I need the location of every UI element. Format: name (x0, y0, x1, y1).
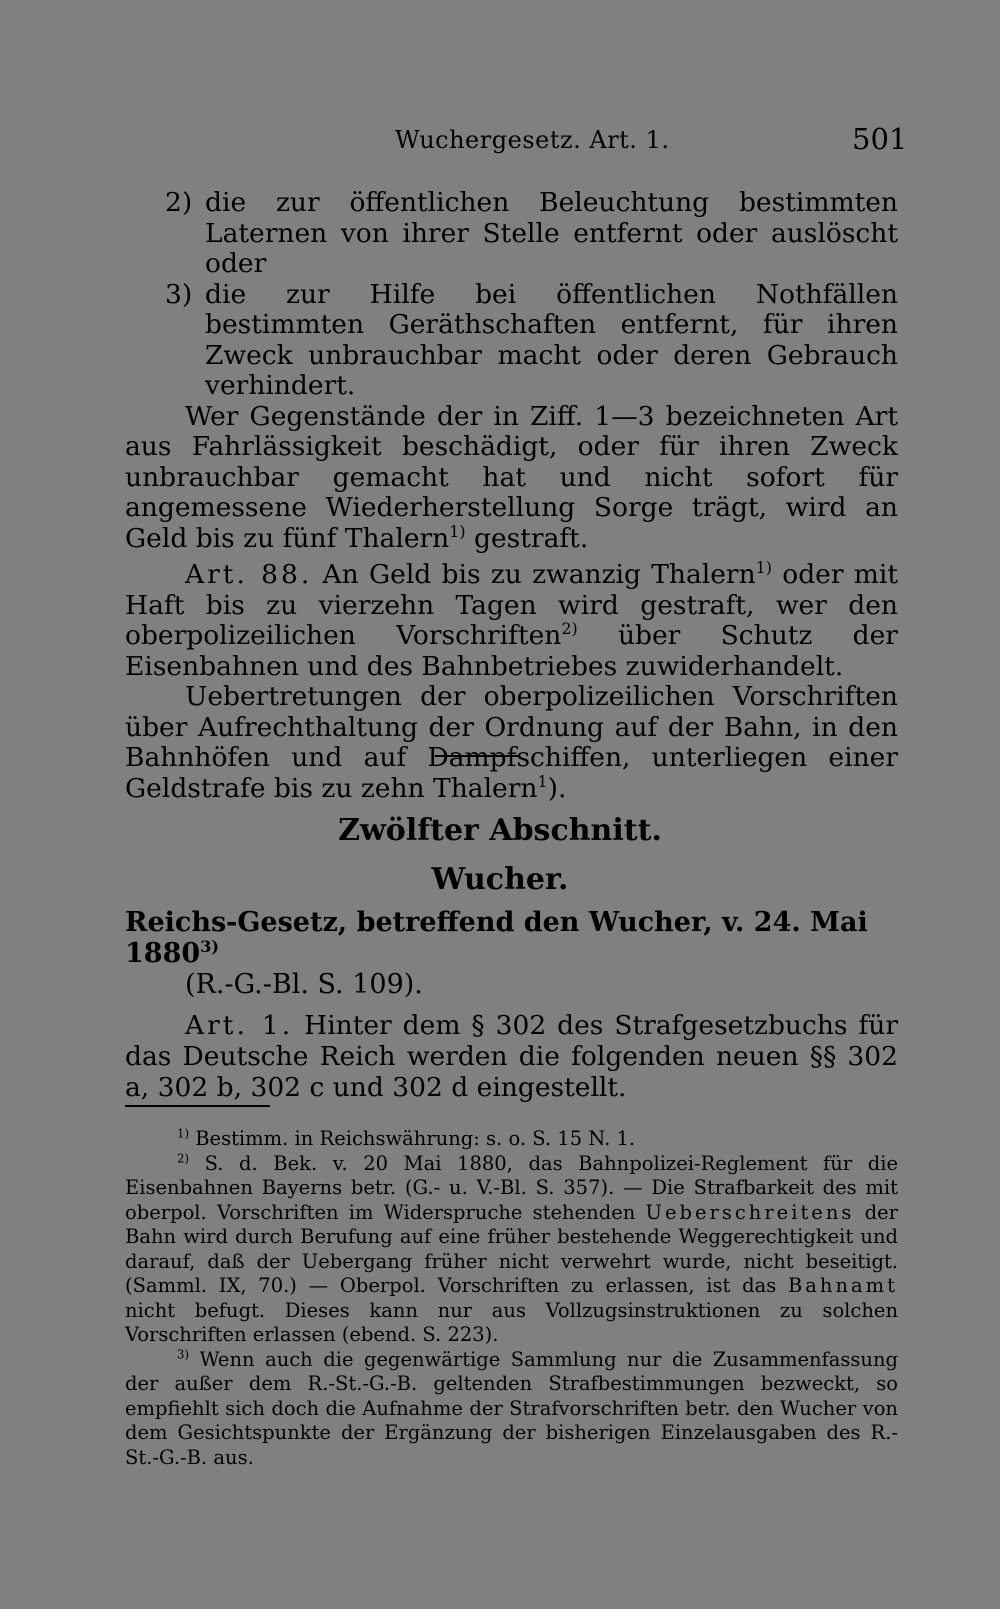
footnote-ref: 3) (200, 937, 220, 956)
footnote-ref: 1 (537, 771, 548, 791)
item-number: 2) (165, 187, 193, 218)
paragraph-transgressions (125, 682, 898, 804)
footnote-2 (125, 1152, 898, 1348)
paragraph-text-end: gestraft. (465, 522, 589, 554)
footnote-text: Bestimm. in Reichswährung: s. o. S. 15 N. 1. (195, 1127, 636, 1150)
paragraph-text: oder mit Haft bis zu vierzehn Tagen wird gestraft, wer den oberpolizeilichen Vorschriften (125, 559, 899, 651)
paragraph-negligence (125, 402, 898, 555)
paragraph-art1 (125, 1010, 898, 1103)
footnote-1 (125, 1127, 898, 1152)
footnote-mark: 3) (177, 1347, 189, 1361)
law-title-text: Reichs-Gesetz, betreffend den Wucher, v. 24. Mai 1880 (125, 907, 868, 969)
running-head: Wuchergesetz. Art. 1. (395, 126, 670, 154)
footnote-text: Wenn auch die gegenwärtige Sammlung nur die Zusammenfassung der außer dem R.-St.-G.-B. geltenden Strafbestimmungen bezweckt, so empfiehlt sich doch die Aufnahme der Strafvorschriften betr. den Wucher von dem Gesichtspunkte der Ergänzung der bisherigen Einzelausgaben des R.-St.-G.-B. aus. (125, 1347, 898, 1469)
law-source: (R.-G.-Bl. S. 109). (185, 969, 423, 1000)
footnote-emphasis: Ueberschreitens (645, 1200, 855, 1224)
footnote-text: nicht befugt. Dieses kann nur aus Vollzugsinstruktionen zu solchen Vorschriften erlassen (ebend. S. 223). (125, 1298, 898, 1346)
paragraph-text: Hinter dem § 302 des Strafgesetzbuchs für das Deutsche Reich werden die folgenden neuen §§ 302 a, 302 b, 302 c und 302 d eingestellt. (125, 1009, 898, 1103)
footnote-text: S. d. Bek. v. 20 Mai 1880, das Bahnpolizei-Reglement für die Eisenbahnen Bayerns betr. (G.- u. V.-Bl. S. 357). — Die Strafbarkeit des mit oberpol. Vorschriften im Widerspruche stehenden (125, 1151, 898, 1224)
footnote-ref: 2) (561, 619, 578, 639)
item-number: 3) (165, 278, 193, 310)
paragraph-text: Wer Gegenstände der in Ziff. 1—3 bezeichneten Art aus Fahrlässigkeit beschädigt, oder für ihren Zweck unbrauchbar gemacht hat und nicht sofort für angemessene Wiederherstellung Sorge trägt, wird an Geld bis zu fünf Thalern (125, 400, 898, 554)
article-label: Art. 1. (185, 1009, 294, 1041)
footnote-mark: 2) (177, 1151, 189, 1165)
footnote-ref: 1) (449, 521, 466, 541)
section-subtitle: Wucher. (431, 862, 569, 897)
footnotes (125, 1127, 898, 1470)
paragraph-text: An Geld bis zu zwanzig Thalern (312, 559, 756, 590)
article-label: Art. 88. (185, 559, 313, 590)
section-title: Zwölfter Abschnitt. (338, 813, 662, 848)
paragraph-text: Uebertretungen der oberpolizeilichen Vorschriften über Aufrechthaltung der Ordnung auf der Bahn, in den Bahnhöfen und auf Dampfschiffen, unterliegen einer Geldstrafe bis zu zehn Thalern (125, 681, 898, 804)
main-text (125, 188, 898, 804)
item-text: die zur öffentlichen Beleuchtung bestimmten Laternen von ihrer Stelle entfernt oder auslöscht oder (205, 187, 898, 279)
list-item-3 (125, 280, 898, 402)
list-item-2 (125, 188, 898, 280)
paragraph-text-end: ). (547, 772, 567, 804)
footnote-mark: 1) (177, 1126, 189, 1141)
footnote-ref: 1) (755, 558, 772, 578)
page-number: 501 (852, 122, 908, 156)
footnote-rule (125, 1105, 270, 1107)
law-title (125, 907, 898, 1000)
footnote-emphasis: Bahnamt (787, 1274, 898, 1297)
section-divider (435, 755, 520, 757)
item-text: die zur Hilfe bei öffentlichen Nothfällen bestimmten Geräthschaften entfernt, für ihren Zweck unbrauchbar macht oder deren Gebrauch verhindert. (205, 278, 898, 401)
paragraph-text: über Schutz der Eisenbahnen und des Bahnbetriebes zuwiderhandelt. (125, 620, 898, 682)
footnote-text: der Bahn wird durch Berufung auf eine früher bestehende Weggerechtigkeit und darauf, daß der Uebergang früher nicht verwehrt wurde, nicht beseitigt. (Samml. IX, 70.) — Oberpol. Vorschriften zu erlassen, ist das (125, 1200, 898, 1297)
paragraph-art88 (125, 560, 898, 682)
footnote-3 (125, 1348, 898, 1471)
